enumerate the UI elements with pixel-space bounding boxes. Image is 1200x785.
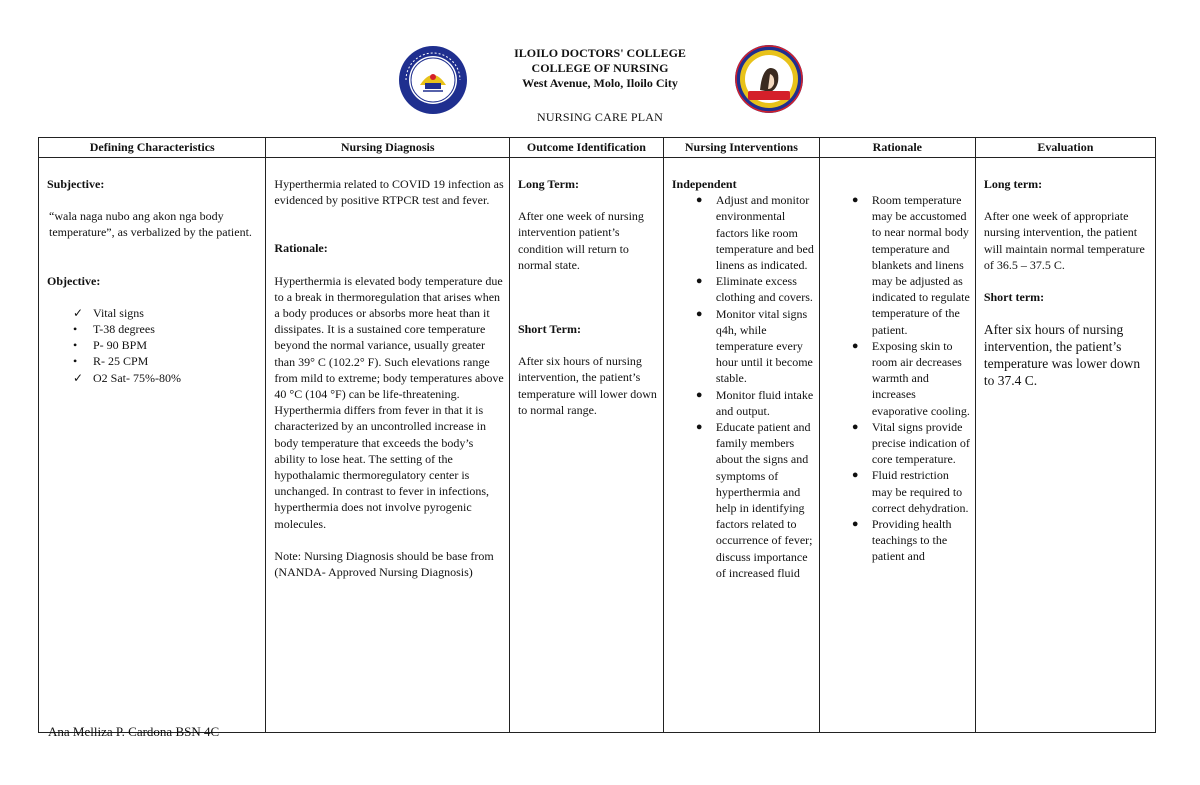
nursing-care-plan-table: [38, 137, 1156, 733]
list-item: [828, 467, 970, 516]
author-footer: Ana Melliza P. Cardona BSN 4C: [48, 724, 220, 739]
objective-item-text: R- 25 CPM: [93, 354, 149, 369]
list-item: [73, 337, 260, 353]
outcome-long-term-label: Long Term:: [517, 177, 579, 191]
college-seal-left-icon: [398, 45, 468, 115]
rationale-text: Fluid restriction may be required to correct dehydration.: [871, 468, 969, 515]
bullet-icon: ●: [851, 469, 859, 482]
diagnosis-rationale-text: Hyperthermia is elevated body temperature due to a break in thermoregulation that arises when a body produces or absorbs more heat than it dissipates. It is a sustained core temperature beyond the normal variance, usually greater than 39° C (102.2° F). Such elevations range from mild to extreme; body temperatures above 40 °C (104 °F) can be life-threatening. Hyperthermia differs from fever in that it is characterized by an uncontrolled increase in body temperature that exceeds the body’s ability to lose heat. The setting of the hypothalamic thermoregulatory center is unchanged. In contrast to fever in infections, hyperthermia does not involve pyrogenic molecules.: [274, 273, 504, 531]
diagnosis-note: Note: Nursing Diagnosis should be base from (NANDA- Approved Nursing Diagnosis): [274, 548, 494, 580]
list-item: [73, 370, 260, 386]
list-item: [73, 305, 260, 321]
table-header-row: [39, 138, 1156, 158]
bullet-icon: ●: [695, 421, 703, 434]
nursing-seal-right-icon: [734, 44, 804, 114]
defining-characteristics-cell: [39, 158, 266, 733]
bullet-icon: •: [73, 338, 78, 353]
intervention-text: Adjust and monitor environmental factors like room temperature and bed linens as indicated.: [715, 193, 814, 273]
bullet-icon: ●: [695, 307, 703, 320]
objective-item-text: P- 90 BPM: [93, 338, 148, 353]
nursing-interventions-cell: [663, 158, 819, 733]
college-address: West Avenue, Molo, Iloilo City: [522, 76, 678, 90]
outcome-long-term-text: After one week of nursing intervention patient’s condition will return to normal state.: [517, 209, 644, 272]
bullet-icon: ●: [851, 420, 859, 433]
bullet-icon: •: [73, 322, 78, 337]
outcome-identification-cell: [509, 158, 663, 733]
header-nursing-interventions: Nursing Interventions: [663, 138, 819, 158]
bullet-icon: ●: [851, 518, 859, 531]
rationale-text: Exposing skin to room air decreases warmth and increases evaporative cooling.: [871, 338, 970, 418]
header-evaluation: Evaluation: [975, 138, 1155, 158]
list-item: [828, 192, 970, 338]
rationale-text: Room temperature may be accustomed to near normal body temperature and blankets and linens may be adjusted as indicated to regulate temperature of the patient.: [871, 193, 970, 337]
bullet-icon: ●: [695, 275, 703, 288]
objective-label: Objective:: [47, 273, 101, 288]
objective-item-text: T-38 degrees: [93, 322, 155, 337]
list-item: [672, 273, 814, 305]
nursing-diagnosis-cell: [266, 158, 510, 733]
list-item: [828, 338, 970, 419]
page-header: [0, 0, 1200, 135]
list-item: [672, 192, 814, 273]
check-icon: ✓: [73, 370, 84, 385]
intervention-text: Monitor vital signs q4h, while temperature every hour until it become stable.: [715, 306, 813, 386]
objective-item-text: O2 Sat- 75%-80%: [93, 370, 181, 385]
list-item: [73, 321, 260, 337]
institution-name: ILOILO DOCTORS' COLLEGE: [514, 46, 686, 60]
rationale-list: [828, 192, 970, 565]
intervention-text: Monitor fluid intake and output.: [715, 387, 814, 418]
rationale-text: Providing health teachings to the patient and: [871, 517, 952, 564]
table-row: [39, 158, 1156, 733]
intervention-text: Eliminate excess clothing and covers.: [715, 274, 813, 305]
bullet-icon: ●: [851, 194, 859, 206]
diagnosis-text: Hyperthermia related to COVID 19 infection as evidenced by positive RTPCR test and fever.: [274, 177, 504, 208]
evaluation-cell: [975, 158, 1155, 733]
diagnosis-rationale-label: Rationale:: [274, 241, 328, 256]
evaluation-short-term-label: Short term:: [983, 290, 1045, 305]
outcome-short-term-label: Short Term:: [517, 322, 581, 337]
evaluation-long-term-label: Long term:: [983, 177, 1043, 191]
bullet-icon: •: [73, 354, 78, 369]
interventions-list: [672, 192, 814, 581]
bullet-icon: ●: [695, 194, 703, 207]
document-title: NURSING CARE PLAN: [536, 110, 664, 124]
intervention-text: Educate patient and family members about the signs and symptoms of hyperthermia and help in identifying factors related to occurrence of fever; discuss importance of increased fluid: [715, 420, 813, 580]
bullet-icon: ●: [695, 388, 703, 401]
header-nursing-diagnosis: Nursing Diagnosis: [266, 138, 510, 158]
college-name: COLLEGE OF NURSING: [531, 61, 669, 75]
institution-block: [470, 46, 730, 91]
list-item: [828, 516, 970, 565]
rationale-cell: [819, 158, 975, 733]
list-item: [672, 419, 814, 581]
objective-list: [47, 305, 260, 386]
subjective-label: Subjective:: [47, 177, 105, 191]
list-item: [73, 353, 260, 369]
header-rationale: Rationale: [819, 138, 975, 158]
list-item: [672, 387, 814, 419]
interventions-independent-label: Independent: [671, 177, 737, 191]
outcome-short-term-text: After six hours of nursing intervention, the patient’s temperature will lower down to normal range.: [517, 354, 657, 417]
bullet-icon: ●: [851, 339, 859, 352]
evaluation-long-term-text: After one week of appropriate nursing intervention, the patient will maintain normal temperature of 36.5 – 37.5 C.: [983, 209, 1145, 272]
check-icon: ✓: [73, 305, 84, 320]
header-defining-characteristics: Defining Characteristics: [39, 138, 266, 158]
list-item: [672, 306, 814, 387]
subjective-text: “wala naga nubo ang akon nga body temperature”, as verbalized by the patient.: [49, 209, 252, 240]
objective-item-text: Vital signs: [93, 305, 144, 320]
evaluation-short-term-text: After six hours of nursing intervention, the patient’s temperature was lower down to 37.4 C.: [983, 322, 1141, 389]
list-item: [828, 419, 970, 468]
header-outcome-identification: Outcome Identification: [509, 138, 663, 158]
rationale-text: Vital signs provide precise indication of core temperature.: [871, 419, 970, 467]
